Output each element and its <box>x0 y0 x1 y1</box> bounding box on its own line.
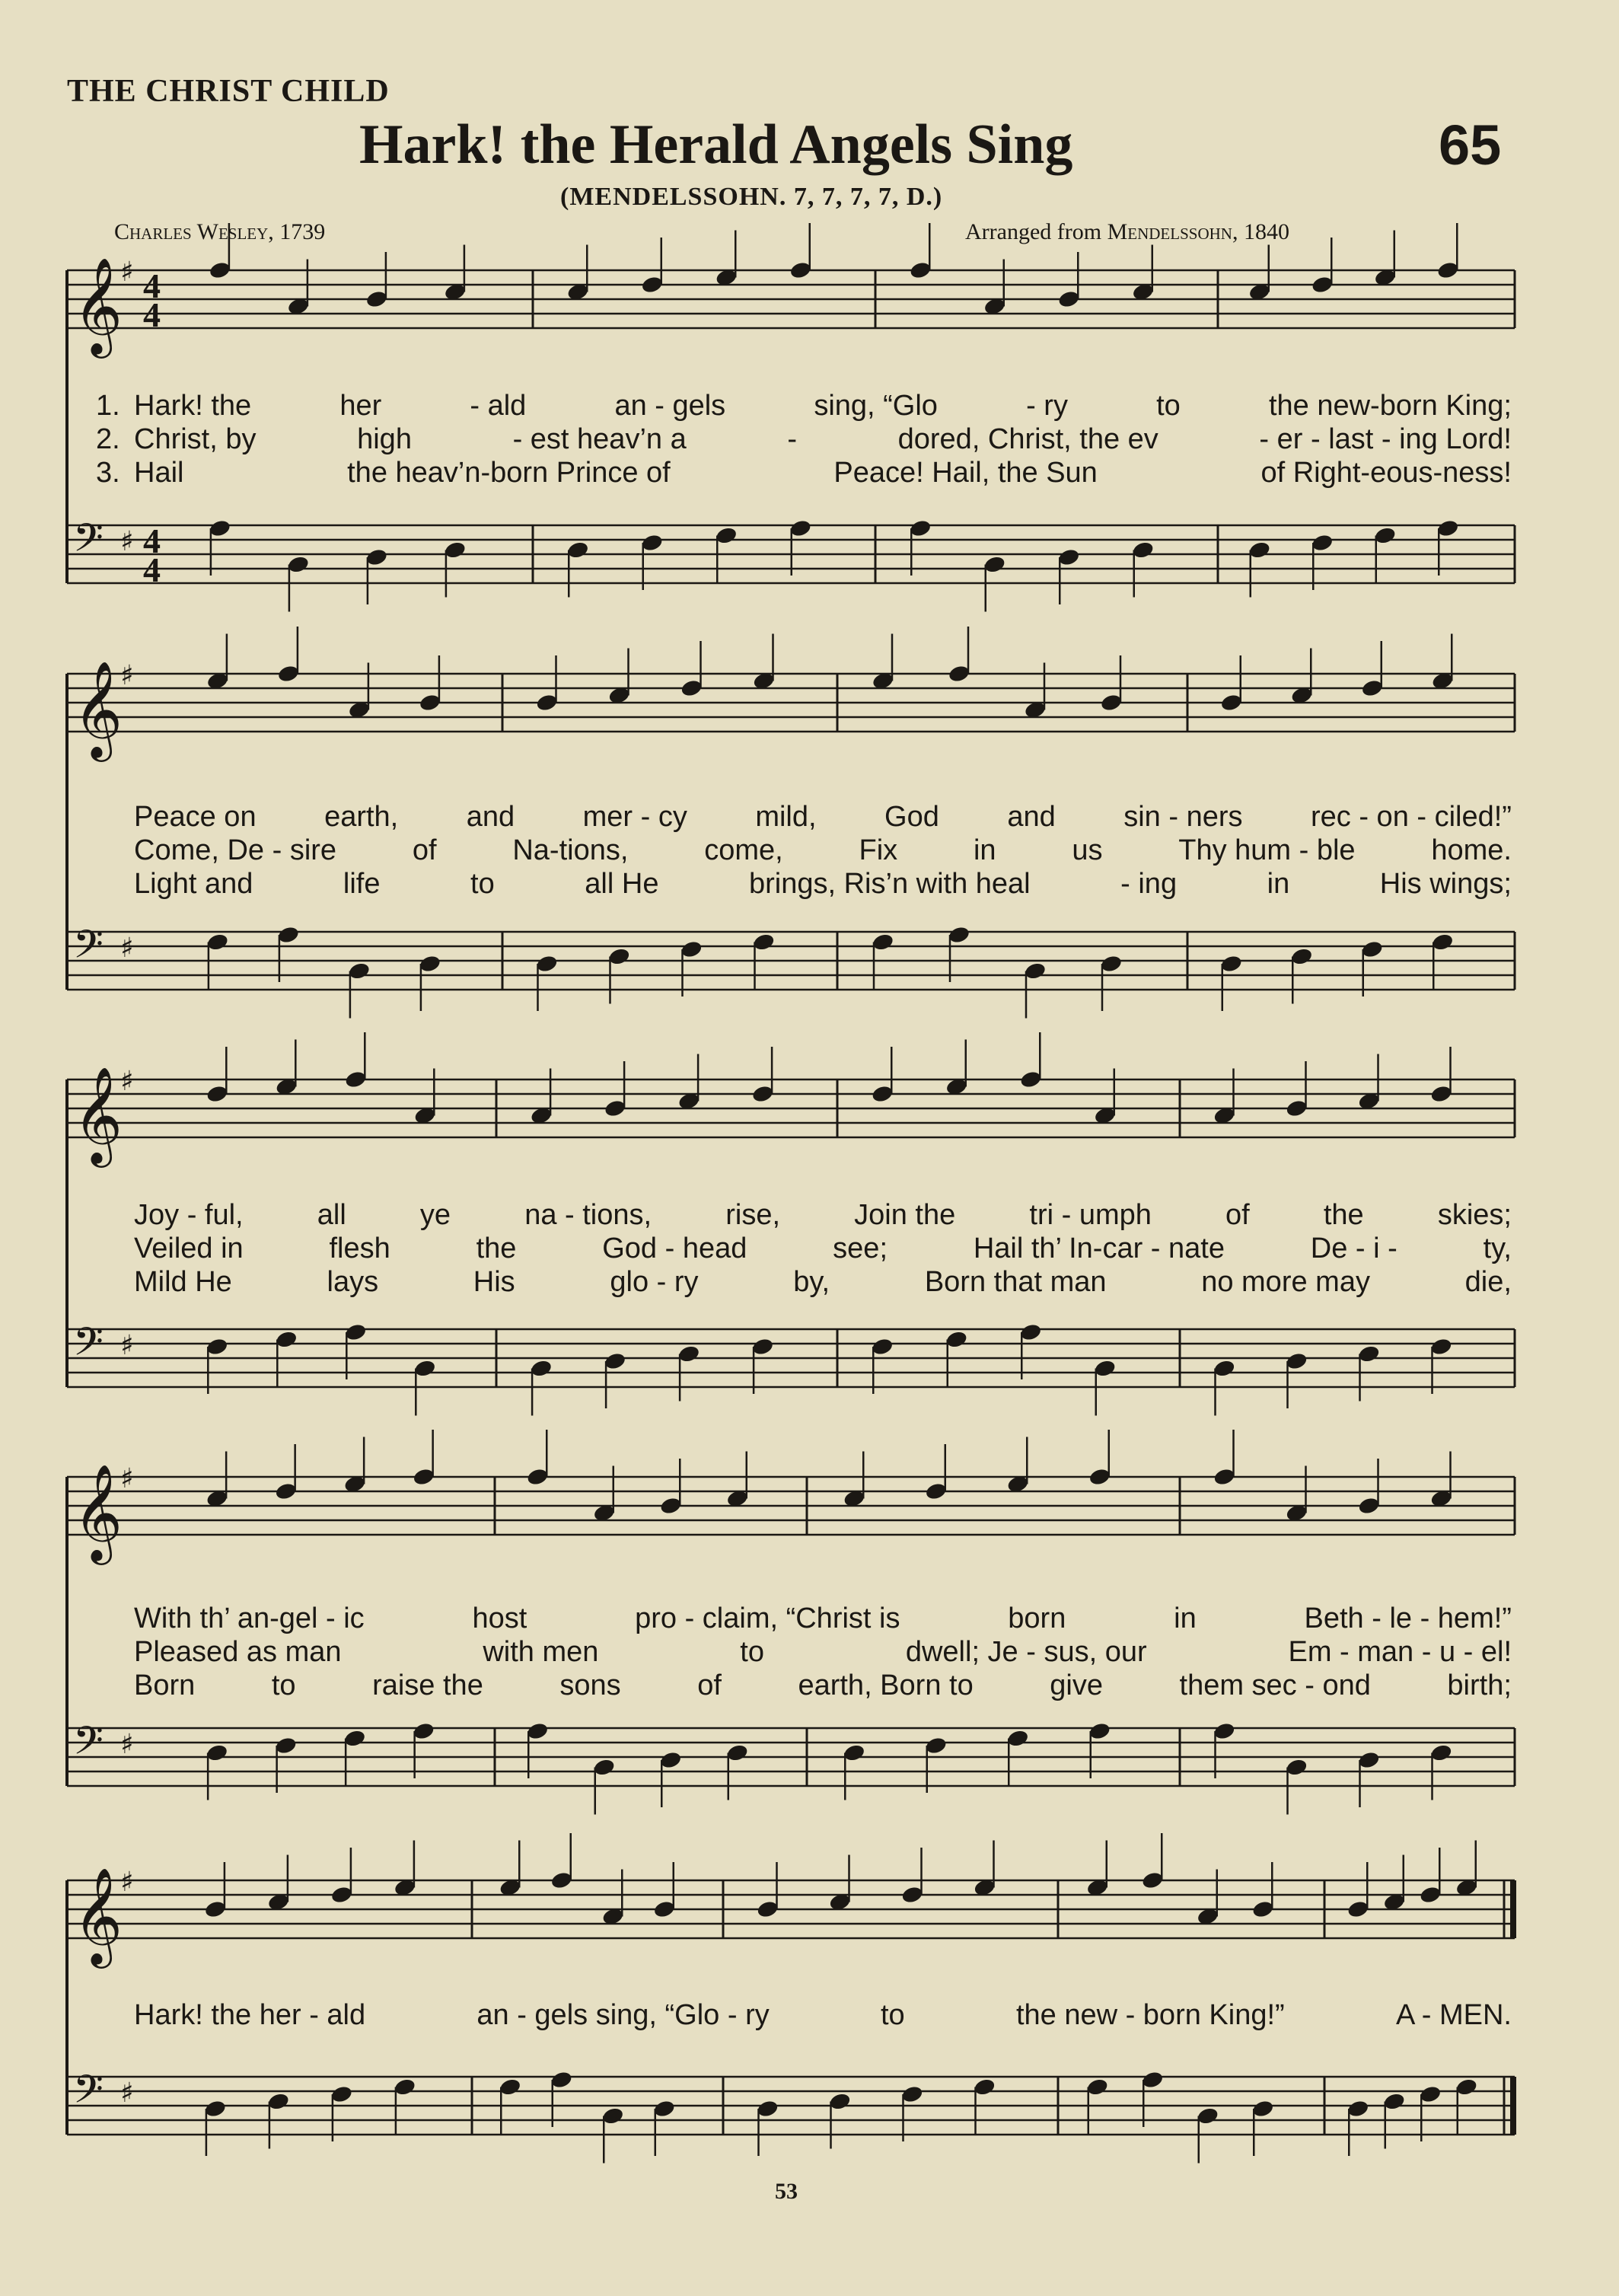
lyric-syllables: to <box>1156 390 1181 422</box>
lyric-syllables: of Right-eous-ness! <box>1260 457 1512 489</box>
lyric-syllables: sin - ners <box>1123 801 1243 833</box>
lyric-syllables: glo - ry <box>610 1266 699 1298</box>
lyric-syllables: skies; <box>1437 1199 1512 1231</box>
lyric-syllables: mer - cy <box>582 801 687 833</box>
lyric-syllables: With th’ an-gel - ic <box>134 1602 365 1634</box>
time-signature-digit: 4 <box>143 266 161 305</box>
lyric-syllables: His <box>473 1266 515 1298</box>
sharp-icon: ♯ <box>120 1330 134 1361</box>
sharp-icon: ♯ <box>120 933 134 964</box>
lyric-syllables: - est heav’n a <box>512 423 687 455</box>
lyric-syllables: to <box>740 1636 764 1668</box>
lyric-syllables: and <box>1007 801 1056 833</box>
lyric-syllables: the <box>476 1233 517 1264</box>
lyric-syllables: die, <box>1464 1266 1512 1298</box>
lyric-syllables: all He <box>585 868 659 900</box>
author-credit: Charles Wesley, 1739 <box>114 219 326 244</box>
sharp-icon: ♯ <box>120 1729 134 1760</box>
lyric-syllables: earth, <box>324 801 399 833</box>
lyric-syllables: Fix <box>859 834 898 866</box>
lyric-syllables: of <box>1225 1199 1250 1231</box>
verse-number: 3. <box>96 457 120 489</box>
lyric-syllables: of <box>412 834 437 866</box>
bass-clef-icon: 𝄢 <box>73 1319 104 1374</box>
lyric-syllables: home. <box>1431 834 1512 866</box>
verse-number: 1. <box>96 390 120 422</box>
lyric-syllables: rec - on - ciled!” <box>1311 801 1512 833</box>
lyric-syllables: God - head <box>602 1233 747 1264</box>
lyric-syllables: brings, Ris’n with heal <box>749 868 1031 900</box>
lyric-syllables: Em - man - u - el! <box>1288 1636 1512 1668</box>
sharp-icon: ♯ <box>120 257 134 288</box>
lyric-syllables: earth, Born to <box>798 1669 974 1701</box>
lyric-syllables: birth; <box>1447 1669 1512 1701</box>
sharp-icon: ♯ <box>120 2078 134 2109</box>
lyric-syllables: ty, <box>1483 1233 1512 1264</box>
lyric-syllables: Thy hum - ble <box>1178 834 1356 866</box>
lyric-syllables: mild, <box>755 801 817 833</box>
sharp-icon: ♯ <box>120 1066 134 1097</box>
sharp-icon: ♯ <box>120 660 134 691</box>
lyric-syllables: come, <box>704 834 783 866</box>
verse-number: 2. <box>96 423 120 455</box>
time-signature-digit: 4 <box>143 521 161 560</box>
lyric-syllables: Peace on <box>134 801 257 833</box>
lyric-syllables: life <box>343 868 381 900</box>
lyric-syllables: in <box>1267 868 1290 900</box>
lyric-syllables: Born <box>134 1669 196 1701</box>
lyric-syllables: tri - umph <box>1029 1199 1152 1231</box>
lyric-syllables: in <box>973 834 996 866</box>
lyric-syllables: flesh <box>329 1233 390 1264</box>
lyric-syllables: with men <box>483 1636 599 1668</box>
lyric-syllables: of <box>697 1669 722 1701</box>
lyric-syllables: Light and <box>134 868 253 900</box>
lyric-syllables: na - tions, <box>524 1199 652 1231</box>
time-signature-digit: 4 <box>143 550 161 589</box>
lyric-syllables: ye <box>419 1199 451 1231</box>
lyric-syllables: give <box>1050 1669 1103 1701</box>
lyric-syllables: the new - born King!” <box>1015 1999 1285 2031</box>
lyric-syllables: Joy - ful, <box>134 1199 244 1231</box>
hymn-title: Hark! the Herald Angels Sing <box>359 113 1073 176</box>
lyric-syllables: in <box>1174 1602 1197 1634</box>
page-number: 53 <box>775 2179 798 2204</box>
lyric-syllables: - <box>787 423 797 455</box>
treble-clef-icon: 𝄞 <box>73 257 123 354</box>
lyric-syllables: De - i - <box>1310 1233 1398 1264</box>
lyric-syllables: Pleased as man <box>134 1636 342 1668</box>
lyric-syllables: the heav’n-born Prince of <box>347 457 671 489</box>
lyric-syllables: sons <box>559 1669 621 1701</box>
bass-clef-icon: 𝄢 <box>73 1717 104 1773</box>
lyric-syllables: us <box>1072 834 1103 866</box>
lyric-syllables: dored, Christ, the ev <box>897 423 1158 455</box>
treble-clef-icon: 𝄞 <box>73 1867 123 1964</box>
lyric-syllables: all <box>317 1199 346 1231</box>
lyric-syllables: to <box>271 1669 296 1701</box>
lyric-syllables: God <box>884 801 939 833</box>
treble-clef-icon: 𝄞 <box>73 1463 123 1561</box>
lyric-syllables: to <box>880 1999 905 2031</box>
lyric-syllables: Beth - le - hem!” <box>1304 1602 1512 1634</box>
treble-clef-icon: 𝄞 <box>73 660 123 757</box>
lyric-syllables: to <box>470 868 495 900</box>
lyric-syllables: - ald <box>470 390 527 422</box>
lyric-syllables: Hark! the <box>134 390 252 422</box>
lyric-syllables: - ry <box>1026 390 1068 422</box>
lyric-syllables: Hail <box>134 457 184 489</box>
lyric-syllables: see; <box>833 1233 888 1264</box>
hymn-number: 65 <box>1439 113 1502 177</box>
section-heading: THE CHRIST CHILD <box>67 74 390 109</box>
lyric-syllables: and <box>466 801 515 833</box>
lyric-syllables: His wings; <box>1379 868 1512 900</box>
lyric-syllables: lays <box>327 1266 379 1298</box>
arranger-name: Mendelssohn, 1840 <box>1107 219 1289 244</box>
lyric-syllables: an - gels sing, “Glo - ry <box>476 1999 770 2031</box>
arranger-prefix: Arranged from <box>965 219 1102 244</box>
lyric-syllables: by, <box>793 1266 830 1298</box>
lyric-syllables: Peace! Hail, the Sun <box>833 457 1098 489</box>
lyric-syllables: Hail th’ In-car - nate <box>973 1233 1225 1264</box>
lyric-syllables: Mild He <box>134 1266 232 1298</box>
lyric-syllables: them sec - ond <box>1179 1669 1371 1701</box>
lyric-syllables: - ing <box>1120 868 1178 900</box>
lyric-syllables: sing, “Glo <box>814 390 938 422</box>
lyric-syllables: Christ, by <box>134 423 257 455</box>
lyric-syllables: dwell; Je - sus, our <box>905 1636 1147 1668</box>
lyric-syllables: an - gels <box>614 390 726 422</box>
sharp-icon: ♯ <box>120 526 134 557</box>
lyric-syllables: host <box>472 1602 527 1634</box>
lyric-syllables: Join the <box>854 1199 956 1231</box>
lyric-syllables: no more may <box>1201 1266 1370 1298</box>
bass-clef-icon: 𝄢 <box>73 515 104 570</box>
time-signature-digit: 4 <box>143 295 161 334</box>
lyric-syllables: Born that man <box>924 1266 1107 1298</box>
lyric-syllables: A - MEN. <box>1395 1999 1512 2031</box>
lyric-syllables: Veiled in <box>134 1233 244 1264</box>
lyric-syllables: raise the <box>372 1669 483 1701</box>
lyric-syllables: born <box>1008 1602 1066 1634</box>
sharp-icon: ♯ <box>120 1463 134 1494</box>
lyric-syllables: her <box>339 390 382 422</box>
lyric-syllables: Come, De - sire <box>134 834 337 866</box>
lyric-syllables: - er - last - ing Lord! <box>1259 423 1512 455</box>
lyric-syllables: rise, <box>725 1199 781 1231</box>
lyric-syllables: Na-tions, <box>512 834 629 866</box>
lyric-syllables: the new-born King; <box>1268 390 1512 422</box>
lyric-syllables: Hark! the her - ald <box>134 1999 366 2031</box>
bass-clef-icon: 𝄢 <box>73 2066 104 2122</box>
lyric-syllables: the <box>1323 1199 1364 1231</box>
treble-clef-icon: 𝄞 <box>73 1066 123 1163</box>
bass-clef-icon: 𝄢 <box>73 921 104 977</box>
lyric-syllables: pro - claim, “Christ is <box>635 1602 900 1634</box>
sharp-icon: ♯ <box>120 1867 134 1898</box>
tune-name: (MENDELSSOHN. 7, 7, 7, 7, D.) <box>560 183 943 211</box>
lyric-syllables: high <box>357 423 412 455</box>
